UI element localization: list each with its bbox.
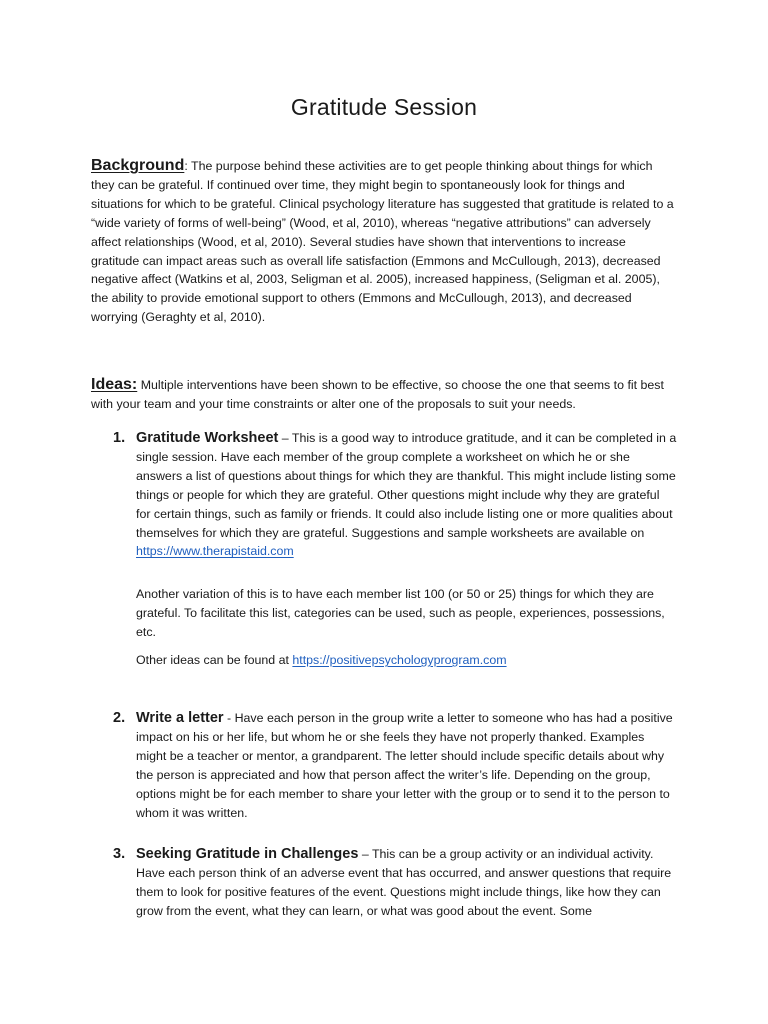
background-heading: Background (91, 157, 185, 174)
ideas-heading: Ideas: (91, 376, 138, 393)
list-item-number: 1. (113, 430, 126, 446)
variation-paragraph: Another variation of this is to have each member list 100 (or 50 or 25) things for which they are grateful. To facilitate this list, categories can be used, such as people, experiences, possessions, etc. (136, 587, 665, 640)
list-item-title: Write a letter (136, 710, 224, 726)
background-colon: : (184, 159, 188, 173)
positivepsychology-link[interactable]: https://positivepsychologyprogram.com (292, 653, 507, 668)
list-item-text: – This can be a group activity or an individual activity. Have each person think of an adverse event that has occurred, and answer questions that require them to look for positive features of the event. Questions might include things, like how they can grow from the event, what they can learn, or what was good about the event. Some (136, 847, 672, 918)
list-item-seeking-gratitude (91, 845, 677, 921)
list-item-body (136, 709, 677, 822)
background-text: The purpose behind these activities are to get people thinking about things for which they can be grateful. If continued over time, they might begin to spontaneously look for things and situations for which to be grateful. Clinical psychology literature has suggested that gratitude is related to a “wide variety of forms of well-being” (Wood, et al, 2010), whereas “negative attributions” can adversely affect relationships (Wood, et al, 2010). Several studies have shown that interventions to increase gratitude can impact areas such as overall life satisfaction (Emmons and McCullough, 2013), decreased negative affect (Watkins et al, 2003, Seligman et al. 2005), increased happiness, (Seligman et al. 2005), the ability to provide emotional support to others (Emmons and McCullough, 2013), and decreased worrying (Geraghty et al, 2010). (91, 159, 674, 325)
other-ideas-prefix: Other ideas can be found at (136, 653, 293, 668)
list-item-body (136, 429, 677, 670)
list-item-number: 3. (113, 846, 126, 862)
list-item-main (136, 429, 677, 561)
list-item-text: – This is a good way to introduce gratitude, and it can be completed in a single session. Have each member of the group complete a worksheet on which he or she answers a list of questions about things for which they are thankful. This might include listing some things or people for which they are grateful. Other questions might include why they are grateful for certain things, such as family or friends. It could also include listing one or more qualities about themselves for which they are grateful. Suggestions and sample worksheets are available on (136, 431, 677, 540)
list-item-gratitude-worksheet (91, 429, 677, 670)
list-item-title: Seeking Gratitude in Challenges (136, 846, 359, 862)
ideas-text: Multiple interventions have been shown to be effective, so choose the one that seems to fit best with your team and your time constraints or alter one of the proposals to suit your needs. (91, 378, 664, 411)
page-title: Gratitude Session (290, 94, 478, 120)
list-item-write-a-letter (91, 709, 677, 822)
list-item-text: - Have each person in the group write a letter to someone who has had a positive impact on his or her life, but whom he or she feels they have not properly thanked. Examples might be a teacher or mentor, a grandparent. The letter should include specific details about why the person is appreciated and how that person affect the writer’s life. Depending on the group, options might be for each member to share your letter with the group or to send it to the person to whom it was written. (136, 711, 673, 820)
list-item-number: 2. (113, 710, 126, 726)
list-item-title: Gratitude Worksheet (136, 430, 279, 446)
background-paragraph (91, 157, 677, 327)
ideas-paragraph (91, 376, 677, 414)
list-item-body (136, 845, 677, 921)
other-ideas-paragraph (136, 651, 677, 670)
therapistaid-link[interactable]: https://www.therapistaid.com (136, 544, 294, 559)
